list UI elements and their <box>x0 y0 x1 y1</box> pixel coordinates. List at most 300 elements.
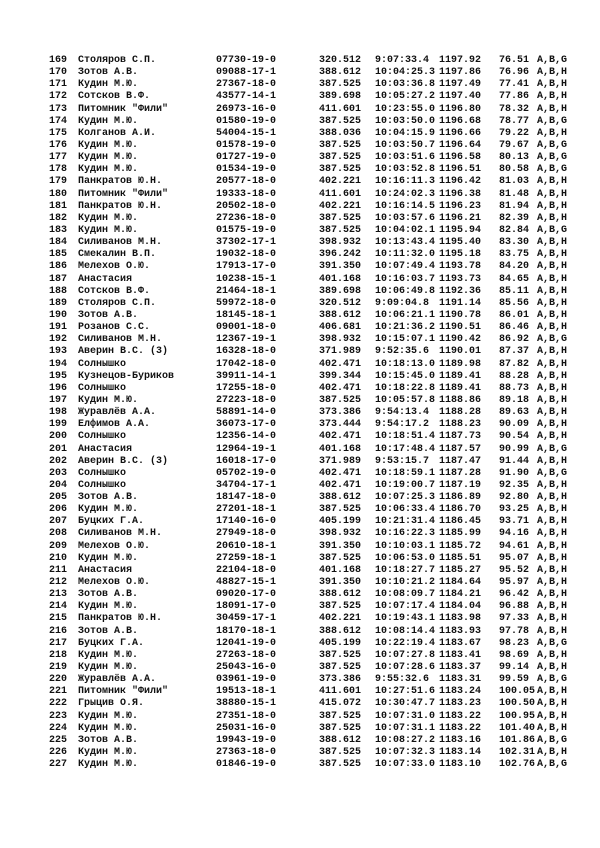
table-row <box>49 419 579 431</box>
table-row <box>49 261 579 273</box>
fancier-name: Кудин М.Ю. <box>78 79 139 91</box>
category-flags: A,B,G <box>537 164 568 176</box>
table-row <box>49 516 579 528</box>
speed: 1197.49 <box>439 79 482 91</box>
percentile: 97.33 <box>499 613 530 625</box>
distance: 388.612 <box>319 589 362 601</box>
speed: 1192.36 <box>439 285 482 297</box>
ring-number: 19513-18-1 <box>216 686 277 698</box>
speed: 1183.16 <box>439 734 482 746</box>
place: 226 <box>49 747 68 759</box>
arrival-time: 10:10:03.1 <box>375 540 436 552</box>
distance: 396.242 <box>319 249 362 261</box>
speed: 1187.57 <box>439 443 482 455</box>
distance: 387.525 <box>319 164 362 176</box>
category-flags: A,B,H <box>537 249 568 261</box>
ring-number: 58891-14-0 <box>216 407 277 419</box>
table-row <box>49 747 579 759</box>
place: 186 <box>49 261 68 273</box>
distance: 387.525 <box>319 79 362 91</box>
category-flags: A,B,H <box>537 285 568 297</box>
speed: 1196.64 <box>439 139 482 151</box>
ring-number: 16018-17-0 <box>216 455 277 467</box>
fancier-name: Солнышко <box>78 479 127 491</box>
table-row <box>49 286 579 298</box>
ring-number: 01580-19-0 <box>216 115 277 127</box>
ring-number: 36073-17-0 <box>216 419 277 431</box>
table-row <box>49 541 579 553</box>
percentile: 91.44 <box>499 455 530 467</box>
fancier-name: Елфимов А.А. <box>78 419 151 431</box>
arrival-time: 9:07:33.4 <box>375 55 430 66</box>
table-row <box>49 189 579 201</box>
percentile: 84.20 <box>499 261 530 273</box>
arrival-time: 10:15:07.1 <box>375 334 436 346</box>
category-flags: A,B,H <box>537 649 568 661</box>
ring-number: 22104-18-0 <box>216 564 277 576</box>
arrival-time: 10:16:22.3 <box>375 528 436 540</box>
speed: 1190.78 <box>439 309 482 321</box>
place: 170 <box>49 67 68 79</box>
arrival-time: 10:04:25.3 <box>375 67 436 79</box>
fancier-name: Смекалин В.П. <box>78 249 157 261</box>
percentile: 80.13 <box>499 152 530 164</box>
place: 208 <box>49 528 68 540</box>
table-row <box>49 711 579 723</box>
percentile: 96.42 <box>499 589 530 601</box>
ring-number: 01727-19-0 <box>216 152 277 164</box>
arrival-time: 10:19:00.7 <box>375 479 436 491</box>
table-row <box>49 528 579 540</box>
category-flags: A,B,G <box>537 152 568 164</box>
speed: 1196.21 <box>439 212 482 224</box>
percentile: 86.92 <box>499 334 530 346</box>
fancier-name: Анастасия <box>78 443 133 455</box>
fancier-name: Мелехов О.Ю. <box>78 540 151 552</box>
ring-number: 18091-17-0 <box>216 601 277 613</box>
arrival-time: 10:21:31.4 <box>375 516 436 528</box>
speed: 1185.99 <box>439 528 482 540</box>
arrival-time: 10:07:31.1 <box>375 722 436 734</box>
percentile: 85.56 <box>499 297 530 309</box>
category-flags: A,B,G <box>537 734 568 746</box>
fancier-name: Солнышко <box>78 358 127 370</box>
category-flags: A,B,H <box>537 516 568 528</box>
table-row <box>49 383 579 395</box>
distance: 371.989 <box>319 455 362 467</box>
table-row <box>49 322 579 334</box>
distance: 387.525 <box>319 115 362 127</box>
fancier-name: Кудин М.Ю. <box>78 747 139 759</box>
percentile: 87.37 <box>499 346 530 358</box>
speed: 1184.64 <box>439 577 482 589</box>
speed: 1183.37 <box>439 662 482 674</box>
arrival-time: 10:03:52.8 <box>375 164 436 176</box>
category-flags: A,B,G <box>537 443 568 455</box>
fancier-name: Зотов А.В. <box>78 492 139 504</box>
distance: 402.471 <box>319 431 362 443</box>
arrival-time: 10:03:57.6 <box>375 212 436 224</box>
distance: 387.525 <box>319 601 362 613</box>
place: 206 <box>49 504 68 516</box>
category-flags: A,B,G <box>537 139 568 151</box>
table-row <box>49 164 579 176</box>
place: 227 <box>49 759 68 771</box>
place: 213 <box>49 589 68 601</box>
arrival-time: 10:03:50.7 <box>375 139 436 151</box>
fancier-name: Панкратов Ю.Н. <box>78 613 163 625</box>
table-row <box>49 201 579 213</box>
fancier-name: Аверин В.С. (3) <box>78 455 169 467</box>
table-row <box>49 735 579 747</box>
distance: 371.989 <box>319 346 362 358</box>
percentile: 81.03 <box>499 176 530 188</box>
arrival-time: 9:54:17.2 <box>375 419 430 431</box>
category-flags: A,B,H <box>537 237 568 249</box>
speed: 1188.28 <box>439 407 482 419</box>
distance: 387.525 <box>319 649 362 661</box>
table-row <box>49 91 579 103</box>
category-flags: A,B,G <box>537 674 568 686</box>
category-flags: A,B,H <box>537 358 568 370</box>
distance: 388.036 <box>319 127 362 139</box>
fancier-name: Кудин М.Ю. <box>78 649 139 661</box>
distance: 391.350 <box>319 540 362 552</box>
table-row <box>49 176 579 188</box>
ring-number: 54004-15-1 <box>216 127 277 139</box>
table-row <box>49 759 579 771</box>
category-flags: A,B,H <box>537 431 568 443</box>
table-row <box>49 225 579 237</box>
place: 221 <box>49 686 68 698</box>
distance: 387.525 <box>319 552 362 564</box>
category-flags: A,B,H <box>537 370 568 382</box>
category-flags: A,B,G <box>537 115 568 127</box>
category-flags: A,B,H <box>537 103 568 115</box>
ring-number: 10238-15-1 <box>216 273 277 285</box>
category-flags: A,B,H <box>537 188 568 200</box>
speed: 1190.51 <box>439 322 482 334</box>
percentile: 88.28 <box>499 370 530 382</box>
table-row <box>49 140 579 152</box>
ring-number: 30459-17-1 <box>216 613 277 625</box>
percentile: 79.22 <box>499 127 530 139</box>
speed: 1189.41 <box>439 370 482 382</box>
fancier-name: Кудин М.Ю. <box>78 139 139 151</box>
speed: 1184.04 <box>439 601 482 613</box>
percentile: 94.16 <box>499 528 530 540</box>
place: 225 <box>49 734 68 746</box>
place: 207 <box>49 516 68 528</box>
percentile: 94.61 <box>499 540 530 552</box>
distance: 401.168 <box>319 443 362 455</box>
arrival-time: 10:04:15.9 <box>375 127 436 139</box>
arrival-time: 10:30:47.7 <box>375 698 436 710</box>
table-row <box>49 104 579 116</box>
category-flags: A,B,H <box>537 747 568 759</box>
fancier-name: Зотов А.В. <box>78 67 139 79</box>
speed: 1188.86 <box>439 394 482 406</box>
place: 188 <box>49 285 68 297</box>
place: 216 <box>49 625 68 637</box>
ring-number: 03961-19-0 <box>216 674 277 686</box>
percentile: 85.11 <box>499 285 530 297</box>
fancier-name: Розанов С.С. <box>78 322 151 334</box>
speed: 1186.70 <box>439 504 482 516</box>
place: 197 <box>49 394 68 406</box>
table-row <box>49 444 579 456</box>
percentile: 89.18 <box>499 394 530 406</box>
table-row <box>49 395 579 407</box>
place: 196 <box>49 382 68 394</box>
fancier-name: Анастасия <box>78 564 133 576</box>
category-flags: A,B,H <box>537 200 568 212</box>
place: 178 <box>49 164 68 176</box>
percentile: 86.46 <box>499 322 530 334</box>
category-flags: A,B,H <box>537 662 568 674</box>
fancier-name: Кудин М.Ю. <box>78 722 139 734</box>
distance: 401.168 <box>319 564 362 576</box>
table-row <box>49 310 579 322</box>
speed: 1189.98 <box>439 358 482 370</box>
place: 211 <box>49 564 68 576</box>
fancier-name: Кудин М.Ю. <box>78 759 139 771</box>
place: 224 <box>49 722 68 734</box>
arrival-time: 10:21:36.2 <box>375 322 436 334</box>
fancier-name: Сотсков В.Ф. <box>78 91 151 103</box>
ring-number: 27367-18-0 <box>216 79 277 91</box>
table-row <box>49 431 579 443</box>
table-row <box>49 686 579 698</box>
fancier-name: Аверин В.С. (3) <box>78 346 169 358</box>
fancier-name: Солнышко <box>78 467 127 479</box>
ring-number: 18147-18-0 <box>216 492 277 504</box>
table-row <box>49 492 579 504</box>
category-flags: A,B,H <box>537 540 568 552</box>
distance: 373.386 <box>319 407 362 419</box>
distance: 388.612 <box>319 309 362 321</box>
place: 184 <box>49 237 68 249</box>
speed: 1196.80 <box>439 103 482 115</box>
distance: 402.471 <box>319 479 362 491</box>
ring-number: 17255-18-0 <box>216 382 277 394</box>
ring-number: 20610-18-1 <box>216 540 277 552</box>
ring-number: 17140-16-0 <box>216 516 277 528</box>
arrival-time: 10:07:17.4 <box>375 601 436 613</box>
category-flags: A,B,H <box>537 686 568 698</box>
percentile: 83.30 <box>499 237 530 249</box>
distance: 402.471 <box>319 467 362 479</box>
speed: 1193.73 <box>439 273 482 285</box>
speed: 1184.21 <box>439 589 482 601</box>
distance: 388.612 <box>319 625 362 637</box>
arrival-time: 10:06:49.8 <box>375 285 436 297</box>
percentile: 78.32 <box>499 103 530 115</box>
speed: 1183.41 <box>439 649 482 661</box>
distance: 402.221 <box>319 613 362 625</box>
percentile: 96.88 <box>499 601 530 613</box>
category-flags: A,B,G <box>537 759 568 771</box>
arrival-time: 10:03:51.6 <box>375 152 436 164</box>
fancier-name: Зотов А.В. <box>78 309 139 321</box>
ring-number: 43577-14-1 <box>216 91 277 103</box>
arrival-time: 10:11:32.0 <box>375 249 436 261</box>
speed: 1196.66 <box>439 127 482 139</box>
distance: 411.601 <box>319 188 362 200</box>
table-row <box>49 298 579 310</box>
speed: 1185.51 <box>439 552 482 564</box>
speed: 1196.68 <box>439 115 482 127</box>
table-row <box>49 213 579 225</box>
category-flags: A,B,H <box>537 528 568 540</box>
percentile: 102.31 <box>499 747 536 759</box>
speed: 1196.42 <box>439 176 482 188</box>
arrival-time: 10:08:14.4 <box>375 625 436 637</box>
speed: 1197.40 <box>439 91 482 103</box>
percentile: 93.71 <box>499 516 530 528</box>
table-row <box>49 674 579 686</box>
ring-number: 12041-19-0 <box>216 637 277 649</box>
fancier-name: Зотов А.В. <box>78 589 139 601</box>
speed: 1195.94 <box>439 224 482 236</box>
fancier-name: Питомник "Фили" <box>78 188 169 200</box>
ring-number: 17042-18-0 <box>216 358 277 370</box>
arrival-time: 10:16:03.7 <box>375 273 436 285</box>
percentile: 98.69 <box>499 649 530 661</box>
speed: 1187.47 <box>439 455 482 467</box>
speed: 1196.58 <box>439 152 482 164</box>
arrival-time: 10:23:55.0 <box>375 103 436 115</box>
category-flags: A,B,G <box>537 224 568 236</box>
percentile: 95.97 <box>499 577 530 589</box>
ring-number: 05702-19-0 <box>216 467 277 479</box>
percentile: 100.05 <box>499 686 536 698</box>
distance: 402.471 <box>319 358 362 370</box>
ring-number: 20502-18-0 <box>216 200 277 212</box>
table-row <box>49 128 579 140</box>
ring-number: 19333-18-0 <box>216 188 277 200</box>
place: 201 <box>49 443 68 455</box>
arrival-time: 10:05:57.8 <box>375 394 436 406</box>
speed: 1197.86 <box>439 67 482 79</box>
table-row <box>49 371 579 383</box>
place: 202 <box>49 455 68 467</box>
distance: 387.525 <box>319 662 362 674</box>
speed: 1183.22 <box>439 710 482 722</box>
percentile: 84.65 <box>499 273 530 285</box>
place: 193 <box>49 346 68 358</box>
place: 220 <box>49 674 68 686</box>
fancier-name: Столяров С.П. <box>78 55 157 66</box>
ring-number: 20577-18-0 <box>216 176 277 188</box>
percentile: 79.67 <box>499 139 530 151</box>
place: 200 <box>49 431 68 443</box>
speed: 1183.10 <box>439 759 482 771</box>
speed: 1187.19 <box>439 479 482 491</box>
distance: 388.612 <box>319 67 362 79</box>
table-row <box>49 116 579 128</box>
place: 195 <box>49 370 68 382</box>
speed: 1196.38 <box>439 188 482 200</box>
percentile: 95.52 <box>499 564 530 576</box>
place: 177 <box>49 152 68 164</box>
ring-number: 16328-18-0 <box>216 346 277 358</box>
percentile: 80.58 <box>499 164 530 176</box>
table-row <box>49 237 579 249</box>
speed: 1189.41 <box>439 382 482 394</box>
arrival-time: 10:18:13.0 <box>375 358 436 370</box>
arrival-time: 9:54:13.4 <box>375 407 430 419</box>
fancier-name: Сотсков В.Ф. <box>78 285 151 297</box>
arrival-time: 10:15:45.0 <box>375 370 436 382</box>
arrival-time: 9:52:35.6 <box>375 346 430 358</box>
place: 190 <box>49 309 68 321</box>
category-flags: A,B,H <box>537 698 568 710</box>
speed: 1183.14 <box>439 747 482 759</box>
arrival-time: 10:08:27.2 <box>375 734 436 746</box>
fancier-name: Кудин М.Ю. <box>78 662 139 674</box>
arrival-time: 10:03:50.0 <box>375 115 436 127</box>
place: 209 <box>49 540 68 552</box>
percentile: 78.77 <box>499 115 530 127</box>
percentile: 100.50 <box>499 698 536 710</box>
percentile: 90.54 <box>499 431 530 443</box>
percentile: 89.63 <box>499 407 530 419</box>
fancier-name: Мелехов О.Ю. <box>78 261 151 273</box>
place: 203 <box>49 467 68 479</box>
speed: 1196.23 <box>439 200 482 212</box>
category-flags: A,B,H <box>537 67 568 79</box>
arrival-time: 10:03:36.8 <box>375 79 436 91</box>
percentile: 98.23 <box>499 637 530 649</box>
distance: 387.525 <box>319 759 362 771</box>
arrival-time: 10:18:51.4 <box>375 431 436 443</box>
ring-number: 39911-14-1 <box>216 370 277 382</box>
category-flags: A,B,H <box>537 710 568 722</box>
table-row <box>49 698 579 710</box>
category-flags: A,B,H <box>537 346 568 358</box>
table-row <box>49 638 579 650</box>
arrival-time: 10:16:14.5 <box>375 200 436 212</box>
percentile: 77.86 <box>499 91 530 103</box>
speed: 1191.14 <box>439 297 482 309</box>
speed: 1183.22 <box>439 722 482 734</box>
ring-number: 17913-17-0 <box>216 261 277 273</box>
ring-number: 25031-16-0 <box>216 722 277 734</box>
table-row <box>49 650 579 662</box>
category-flags: A,B,H <box>537 601 568 613</box>
speed: 1187.73 <box>439 431 482 443</box>
category-flags: A,B,H <box>537 127 568 139</box>
distance: 387.525 <box>319 394 362 406</box>
fancier-name: Кудин М.Ю. <box>78 212 139 224</box>
ring-number: 25043-16-0 <box>216 662 277 674</box>
table-row <box>49 249 579 261</box>
table-row <box>49 589 579 601</box>
category-flags: A,B,G <box>537 334 568 346</box>
ring-number: 12356-14-0 <box>216 431 277 443</box>
category-flags: A,B,G <box>537 467 568 479</box>
place: 219 <box>49 662 68 674</box>
speed: 1193.78 <box>439 261 482 273</box>
speed: 1190.42 <box>439 334 482 346</box>
fancier-name: Кудин М.Ю. <box>78 152 139 164</box>
fancier-name: Зотов А.В. <box>78 625 139 637</box>
fancier-name: Кудин М.Ю. <box>78 710 139 722</box>
ring-number: 19032-18-0 <box>216 249 277 261</box>
category-flags: A,B,H <box>537 492 568 504</box>
table-row <box>49 55 579 67</box>
